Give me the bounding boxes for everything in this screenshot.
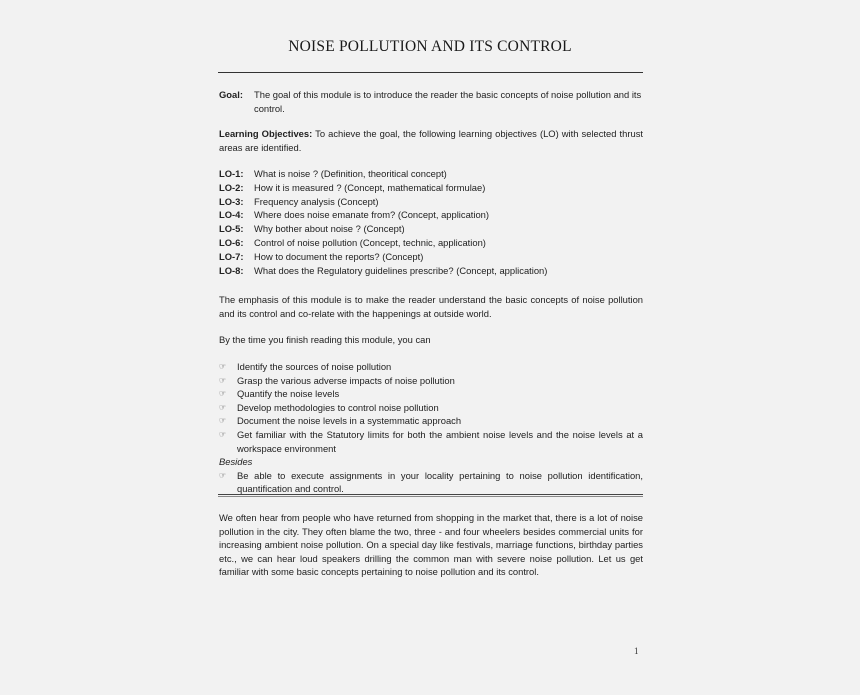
learning-objectives-label: Learning Objectives: (219, 128, 313, 139)
outcome-text: Get familiar with the Statutory limits for both the ambient noise levels and the noise levels at a workspace environment (237, 428, 643, 454)
besides-label: Besides (219, 456, 253, 468)
list-item (219, 401, 643, 415)
learning-objectives-section (219, 127, 643, 154)
objective-label: LO-6: (219, 236, 244, 248)
objective-label: LO-2: (219, 181, 244, 193)
objective-text: Control of noise pollution (Concept, technic, application) (254, 236, 486, 248)
list-item (219, 360, 643, 374)
objective-label: LO-4: (219, 209, 244, 221)
intro-paragraph: We often hear from people who have returned from shopping in the market that, there is a lot of noise pollution in the city. They often blame the two, three - and four wheelers besides commercial units for increasing ambient noise pollution. On a special day like festivals, marriage functions, birthday parties etc., we can hear loud speakers drilling the common man with severe noise pollution. Let us get familiar with some basic concepts pertaining to noise pollution and its control. (219, 512, 643, 578)
outcomes-list (219, 360, 643, 496)
list-item (219, 195, 643, 209)
objective-text: Frequency analysis (Concept) (254, 195, 379, 207)
goal-label: Goal: (219, 89, 243, 100)
goal-section (219, 88, 643, 115)
list-item (219, 250, 643, 264)
pointing-hand-icon: ☞ (219, 429, 227, 439)
pointing-hand-icon: ☞ (219, 362, 227, 371)
outcome-text: Identify the sources of noise pollution (237, 361, 392, 372)
goal-text: The goal of this module is to introduce the reader the basic concepts of noise pollution and its control. (254, 89, 642, 114)
emphasis-paragraph: The emphasis of this module is to make the reader understand the basic concepts of noise pollution and its control and co-relate with the happenings at outside world. (219, 294, 643, 319)
objective-label: LO-8: (219, 264, 244, 276)
page-title: NOISE POLLUTION AND ITS CONTROL (288, 38, 572, 55)
objective-label: LO-7: (219, 250, 244, 262)
objectives-list (219, 167, 643, 277)
outcome-text: Document the noise levels in a systemmatic approach (237, 415, 462, 427)
pointing-hand-icon: ☞ (219, 416, 227, 426)
list-item (219, 428, 643, 455)
page-number: 1 (634, 646, 639, 656)
goal-row (219, 88, 643, 115)
outcome-text: Quantify the noise levels (237, 388, 340, 400)
objective-text: Why bother about noise ? (Concept) (254, 223, 405, 235)
list-item (219, 387, 643, 401)
objective-text: What is noise ? (Definition, theoritical concept) (254, 168, 447, 179)
learning-objectives-text: To achieve the goal, the following learning objectives (LO) with selected thrust areas are identified. (219, 128, 643, 153)
objective-text: What does the Regulatory guidelines prescribe? (Concept, application) (254, 264, 548, 276)
by-the-time-paragraph: By the time you finish reading this module, you can (219, 334, 431, 345)
list-item (219, 208, 643, 222)
list-item (219, 414, 643, 428)
list-item (219, 374, 643, 388)
list-item (219, 167, 643, 181)
besides-text: Be able to execute assignments in your locality pertaining to noise pollution identification, quantification and control. (237, 469, 643, 495)
objective-label: LO-3: (219, 195, 244, 207)
list-item (219, 181, 643, 195)
objective-text: How to document the reports? (Concept) (254, 250, 424, 262)
objective-text: How it is measured ? (Concept, mathematical formulae) (254, 181, 486, 193)
list-item (219, 236, 643, 250)
outcome-text: Develop methodologies to control noise pollution (237, 401, 439, 413)
list-item (219, 469, 643, 496)
objective-label: LO-1: (219, 168, 244, 179)
list-item (219, 222, 643, 236)
objective-label: LO-5: (219, 223, 244, 235)
objective-text: Where does noise emanate from? (Concept, application) (254, 209, 490, 221)
outcome-text: Grasp the various adverse impacts of noise pollution (237, 374, 455, 386)
pointing-hand-icon: ☞ (219, 389, 227, 399)
title-rule (218, 72, 643, 73)
pointing-hand-icon: ☞ (219, 375, 227, 385)
list-item (219, 264, 643, 278)
pointing-hand-icon: ☞ (219, 402, 227, 412)
pointing-hand-icon: ☞ (219, 470, 227, 480)
section-rule (218, 494, 643, 497)
